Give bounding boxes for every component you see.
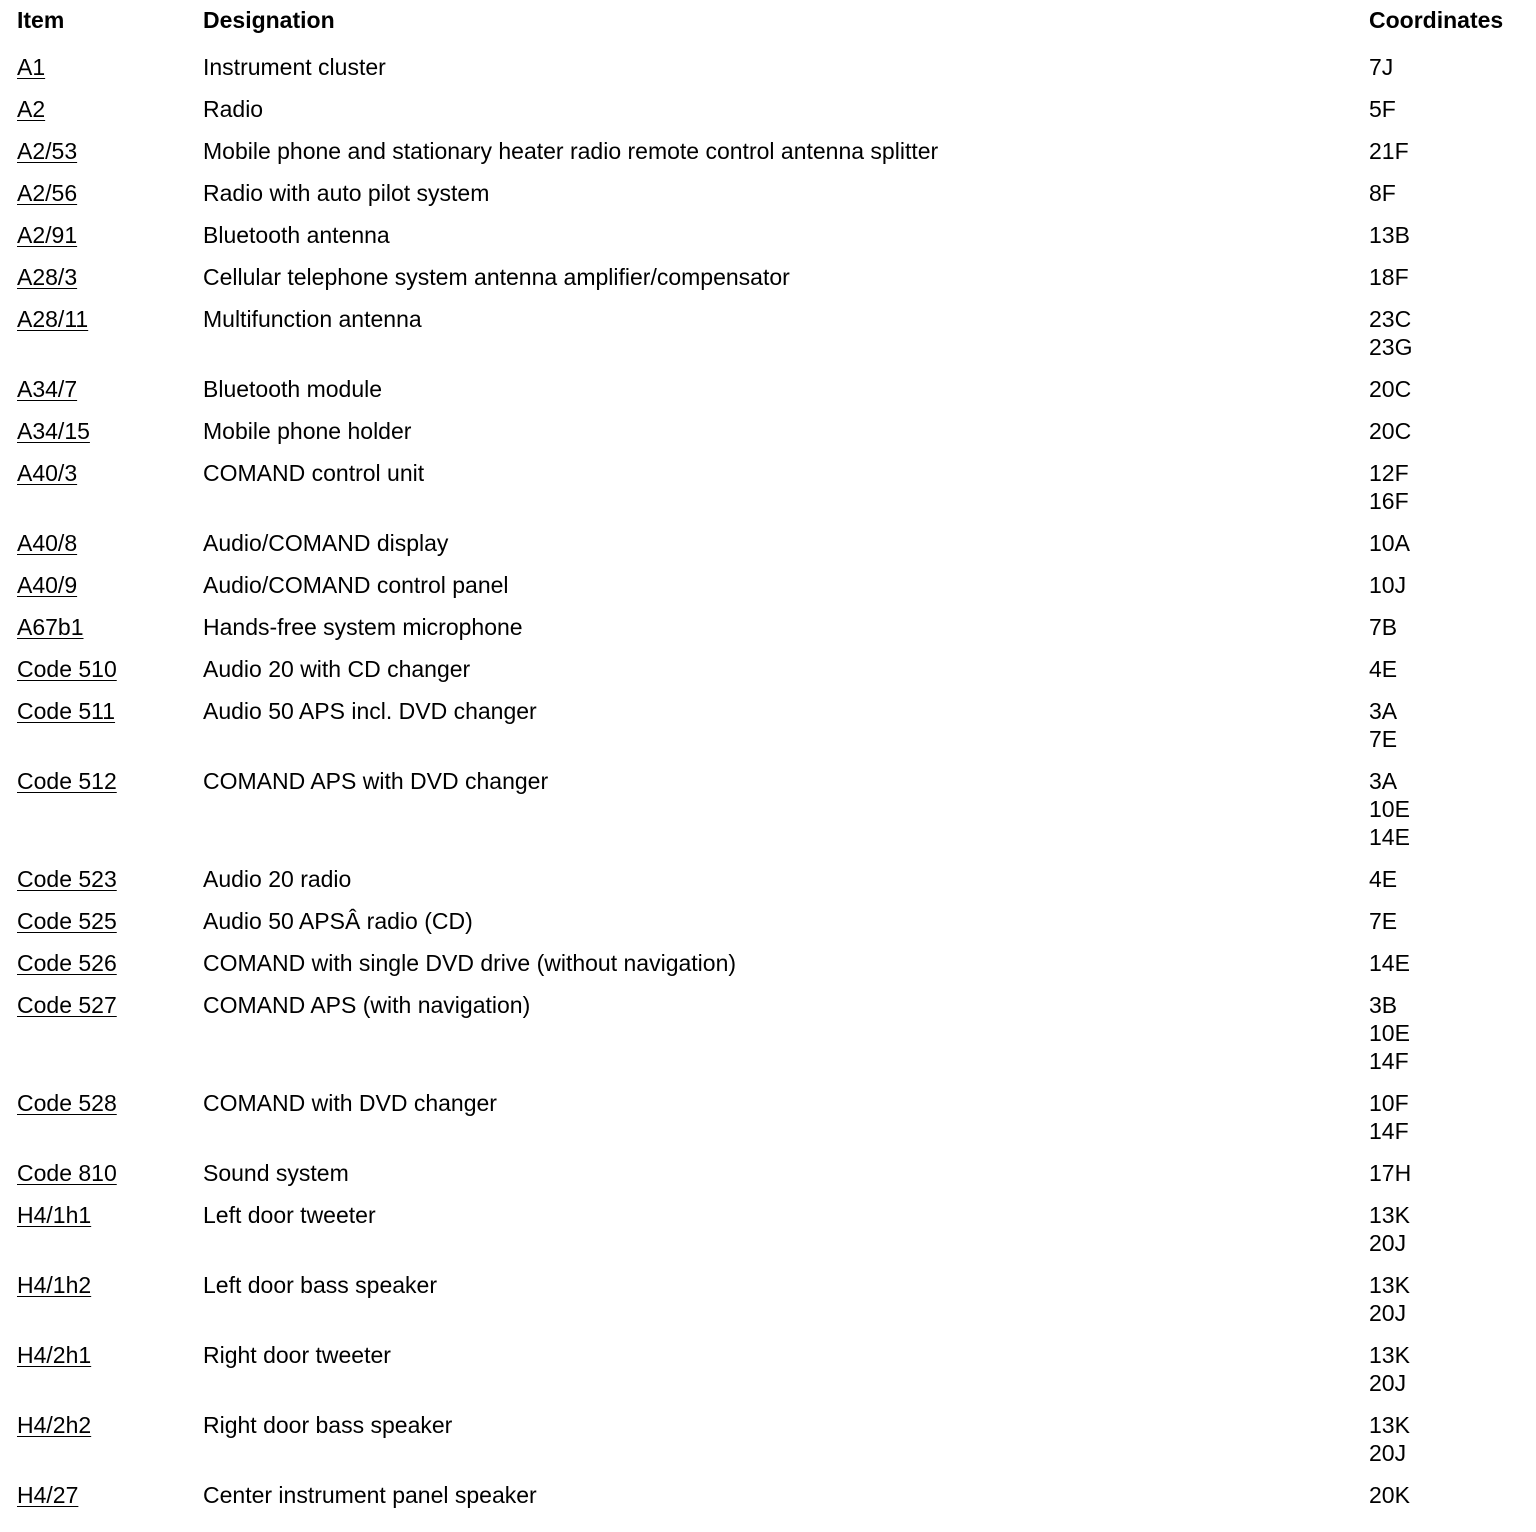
coordinate-value: 10A	[1369, 530, 1410, 556]
item-link[interactable]: A2/56	[17, 180, 78, 206]
item-link[interactable]: A40/8	[17, 530, 78, 556]
header-row	[17, 2, 1529, 46]
coordinate-value: 14F	[1369, 1048, 1409, 1074]
coordinates-cell	[1369, 760, 1529, 858]
coordinate-value: 23C	[1369, 306, 1412, 332]
table-row	[17, 214, 1529, 256]
table-row	[17, 298, 1529, 368]
component-legend-table	[17, 2, 1529, 1516]
coordinates-cell	[1369, 368, 1529, 410]
table-row	[17, 172, 1529, 214]
designation-cell: Audio 50 APSÂ radio (CD)	[203, 908, 473, 934]
table-row	[17, 88, 1529, 130]
coordinate-value: 3A	[1369, 698, 1398, 724]
coordinate-value: 13K	[1369, 1202, 1410, 1228]
table-row	[17, 1404, 1529, 1474]
table-row	[17, 46, 1529, 88]
item-link[interactable]: Code 525	[17, 908, 117, 934]
coordinate-value: 18F	[1369, 264, 1409, 290]
item-cell	[17, 522, 203, 564]
coordinate-value: 4E	[1369, 866, 1398, 892]
designation-cell: Hands-free system microphone	[203, 614, 523, 640]
table-row	[17, 1152, 1529, 1194]
coordinates-cell	[1369, 88, 1529, 130]
designation-cell: Radio	[203, 96, 264, 122]
designation-cell: Sound system	[203, 1160, 349, 1186]
coordinate-value: 8F	[1369, 180, 1396, 206]
coordinate-value: 13B	[1369, 222, 1410, 248]
coordinate-value: 3B	[1369, 992, 1398, 1018]
item-link[interactable]: A40/9	[17, 572, 78, 598]
coordinate-value: 10F	[1369, 1090, 1409, 1116]
coordinate-value: 14F	[1369, 1118, 1409, 1144]
designation-cell: Center instrument panel speaker	[203, 1482, 537, 1508]
item-cell	[17, 130, 203, 172]
coordinate-value: 20J	[1369, 1230, 1407, 1256]
item-link[interactable]: A40/3	[17, 460, 78, 486]
coordinate-value: 20J	[1369, 1370, 1407, 1396]
designation-cell: COMAND with DVD changer	[203, 1090, 497, 1116]
coordinates-cell	[1369, 984, 1529, 1082]
item-cell	[17, 368, 203, 410]
item-link[interactable]: H4/1h1	[17, 1202, 92, 1228]
item-cell	[17, 606, 203, 648]
coordinate-value: 23G	[1369, 334, 1413, 360]
coordinates-cell	[1369, 648, 1529, 690]
coordinates-cell	[1369, 172, 1529, 214]
coordinate-value: 4E	[1369, 656, 1398, 682]
table-row	[17, 900, 1529, 942]
coordinate-value: 13K	[1369, 1342, 1410, 1368]
coordinates-cell	[1369, 1194, 1529, 1264]
coordinate-value: 21F	[1369, 138, 1409, 164]
item-cell	[17, 858, 203, 900]
item-cell	[17, 1404, 203, 1474]
item-cell	[17, 452, 203, 522]
table-row	[17, 1194, 1529, 1264]
legend-body	[17, 46, 1529, 1516]
table-row	[17, 984, 1529, 1082]
table-row	[17, 368, 1529, 410]
coordinate-value: 14E	[1369, 824, 1410, 850]
coordinates-cell	[1369, 1152, 1529, 1194]
item-link[interactable]: A67b1	[17, 614, 84, 640]
coordinates-cell	[1369, 452, 1529, 522]
designation-cell: Right door bass speaker	[203, 1412, 453, 1438]
table-row	[17, 1082, 1529, 1152]
table-row	[17, 760, 1529, 858]
item-link[interactable]: H4/2h2	[17, 1412, 92, 1438]
coordinate-value: 10J	[1369, 572, 1407, 598]
coordinate-value: 14E	[1369, 950, 1410, 976]
designation-cell: Cellular telephone system antenna amplifier/compensator	[203, 264, 790, 290]
item-cell	[17, 1474, 203, 1516]
coordinate-value: 3A	[1369, 768, 1398, 794]
table-row	[17, 606, 1529, 648]
item-link[interactable]: Code 511	[17, 698, 116, 724]
coordinates-cell	[1369, 130, 1529, 172]
designation-cell: Audio 50 APS incl. DVD changer	[203, 698, 537, 724]
designation-cell: Multifunction antenna	[203, 306, 422, 332]
item-link[interactable]: Code 526	[17, 950, 117, 976]
coordinates-cell	[1369, 858, 1529, 900]
item-cell	[17, 564, 203, 606]
item-link[interactable]: Code 510	[17, 656, 117, 682]
item-cell	[17, 648, 203, 690]
table-row	[17, 858, 1529, 900]
item-cell	[17, 298, 203, 368]
coordinates-cell	[1369, 690, 1529, 760]
coordinate-value: 7J	[1369, 54, 1394, 80]
item-link[interactable]: H4/1h2	[17, 1272, 92, 1298]
coordinates-cell	[1369, 256, 1529, 298]
item-link[interactable]: Code 810	[17, 1160, 117, 1186]
table-row	[17, 130, 1529, 172]
item-link[interactable]: Code 527	[17, 992, 117, 1018]
coordinates-cell	[1369, 410, 1529, 452]
item-cell	[17, 984, 203, 1082]
coordinates-cell	[1369, 298, 1529, 368]
table-row	[17, 522, 1529, 564]
table-row	[17, 942, 1529, 984]
coordinates-cell	[1369, 900, 1529, 942]
designation-cell: Audio 20 radio	[203, 866, 352, 892]
coordinates-cell	[1369, 1474, 1529, 1516]
designation-cell: Instrument cluster	[203, 54, 386, 80]
coordinate-value: 20C	[1369, 376, 1412, 402]
coordinates-cell	[1369, 1404, 1529, 1474]
coordinates-cell	[1369, 214, 1529, 256]
coordinates-cell	[1369, 1082, 1529, 1152]
item-link[interactable]: A2/53	[17, 138, 78, 164]
designation-cell: Left door tweeter	[203, 1202, 376, 1228]
item-link[interactable]: Code 512	[17, 768, 117, 794]
designation-cell: COMAND APS (with navigation)	[203, 992, 531, 1018]
coordinate-value: 12F	[1369, 460, 1409, 486]
designation-cell: Mobile phone holder	[203, 418, 412, 444]
coordinate-value: 13K	[1369, 1412, 1410, 1438]
item-link[interactable]: A28/3	[17, 264, 78, 290]
coordinates-cell	[1369, 606, 1529, 648]
table-row	[17, 564, 1529, 606]
item-cell	[17, 1152, 203, 1194]
designation-cell: Audio/COMAND control panel	[203, 572, 509, 598]
header-coordinates: Coordinates	[1369, 7, 1504, 33]
item-cell	[17, 46, 203, 88]
item-link[interactable]: A34/7	[17, 376, 78, 402]
table-row	[17, 452, 1529, 522]
item-cell	[17, 1082, 203, 1152]
coordinate-value: 13K	[1369, 1272, 1410, 1298]
designation-cell: Bluetooth antenna	[203, 222, 390, 248]
coordinates-cell	[1369, 46, 1529, 88]
table-row	[17, 256, 1529, 298]
item-link[interactable]: A2/91	[17, 222, 78, 248]
designation-cell: Mobile phone and stationary heater radio remote control antenna splitter	[203, 138, 939, 164]
item-cell	[17, 410, 203, 452]
item-cell	[17, 690, 203, 760]
item-link[interactable]: A2	[17, 96, 46, 122]
coordinate-value: 7E	[1369, 908, 1398, 934]
table-row	[17, 1334, 1529, 1404]
coordinate-value: 5F	[1369, 96, 1396, 122]
coordinates-cell	[1369, 564, 1529, 606]
coordinates-cell	[1369, 942, 1529, 984]
item-link[interactable]: A1	[17, 54, 46, 80]
coordinate-value: 7B	[1369, 614, 1398, 640]
item-cell	[17, 1264, 203, 1334]
designation-cell: COMAND APS with DVD changer	[203, 768, 549, 794]
coordinates-cell	[1369, 1334, 1529, 1404]
coordinate-value: 17H	[1369, 1160, 1412, 1186]
item-cell	[17, 1194, 203, 1264]
table-row	[17, 648, 1529, 690]
item-cell	[17, 214, 203, 256]
coordinate-value: 7E	[1369, 726, 1398, 752]
table-row	[17, 690, 1529, 760]
coordinate-value: 20C	[1369, 418, 1412, 444]
item-link[interactable]: H4/27	[17, 1482, 79, 1508]
item-cell	[17, 256, 203, 298]
designation-cell: COMAND control unit	[203, 460, 425, 486]
coordinates-cell	[1369, 522, 1529, 564]
coordinate-value: 10E	[1369, 1020, 1410, 1046]
item-link[interactable]: A34/15	[17, 418, 90, 444]
item-cell	[17, 942, 203, 984]
coordinate-value: 10E	[1369, 796, 1410, 822]
item-cell	[17, 1334, 203, 1404]
designation-cell: Audio/COMAND display	[203, 530, 449, 556]
coordinate-value: 20J	[1369, 1440, 1407, 1466]
coordinate-value: 20K	[1369, 1482, 1410, 1508]
table-row	[17, 1474, 1529, 1516]
designation-cell: Bluetooth module	[203, 376, 383, 402]
coordinates-cell	[1369, 1264, 1529, 1334]
table-row	[17, 410, 1529, 452]
coordinate-value: 16F	[1369, 488, 1409, 514]
designation-cell: COMAND with single DVD drive (without navigation)	[203, 950, 737, 976]
item-cell	[17, 760, 203, 858]
table-row	[17, 1264, 1529, 1334]
item-link[interactable]: A28/11	[17, 306, 89, 332]
designation-cell: Audio 20 with CD changer	[203, 656, 471, 682]
designation-cell: Radio with auto pilot system	[203, 180, 490, 206]
item-link[interactable]: Code 528	[17, 1090, 117, 1116]
designation-cell: Left door bass speaker	[203, 1272, 437, 1298]
item-cell	[17, 88, 203, 130]
item-cell	[17, 172, 203, 214]
coordinate-value: 20J	[1369, 1300, 1407, 1326]
item-link[interactable]: Code 523	[17, 866, 117, 892]
item-cell	[17, 900, 203, 942]
header-item: Item	[17, 7, 65, 33]
designation-cell: Right door tweeter	[203, 1342, 391, 1368]
item-link[interactable]: H4/2h1	[17, 1342, 92, 1368]
header-designation: Designation	[203, 7, 335, 33]
